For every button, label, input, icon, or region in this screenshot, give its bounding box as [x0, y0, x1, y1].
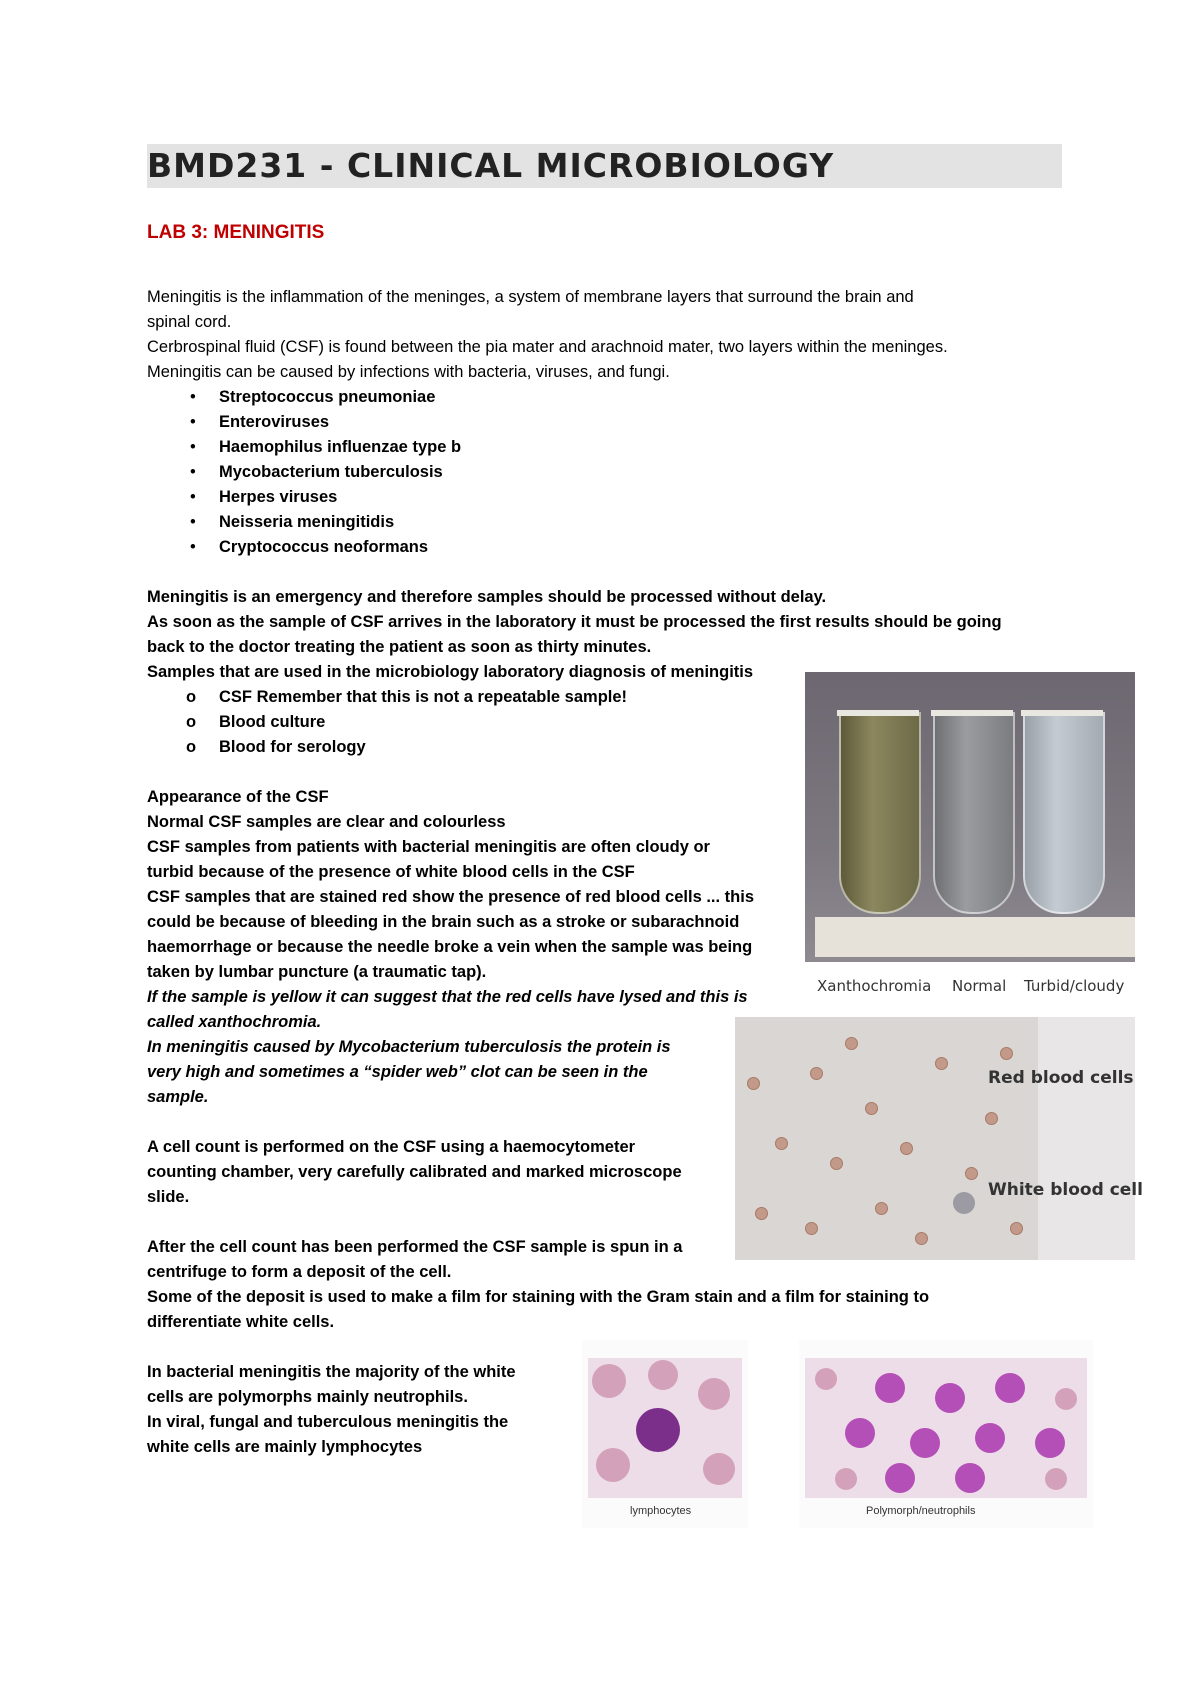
document-title: BMD231 - CLINICAL MICROBIOLOGY: [147, 146, 835, 185]
list-item: Streptococcus pneumoniae: [219, 388, 436, 406]
cell-count-line: Some of the deposit is used to make a film for staining with the Gram stain and a film for staining to: [147, 1288, 930, 1306]
appearance-italic-line: sample.: [147, 1088, 209, 1106]
red-blood-cell: [935, 1057, 948, 1070]
turbid-tube: [1023, 712, 1105, 914]
cell-count-line: A cell count is performed on the CSF using a haemocytometer: [147, 1138, 636, 1156]
intro-line-3: Cerbrospinal fluid (CSF) is found between the pia mater and arachnoid mater, two layers within the meninges.: [147, 338, 948, 356]
red-blood-cell: [1000, 1047, 1013, 1060]
appearance-italic-line: If the sample is yellow it can suggest that the red cells have lysed and this is: [147, 988, 748, 1006]
red-blood-cell: [875, 1202, 888, 1215]
neutrophil: [885, 1463, 915, 1493]
neutrophil: [910, 1428, 940, 1458]
red-cell: [1045, 1468, 1067, 1490]
red-cell: [698, 1378, 730, 1410]
tube-rim: [931, 710, 1013, 716]
red-blood-cell: [915, 1232, 928, 1245]
red-cell: [815, 1368, 837, 1390]
list-item: Neisseria meningitidis: [219, 513, 395, 531]
red-cell: [596, 1448, 630, 1482]
lab-heading: LAB 3: MENINGITIS: [147, 222, 325, 243]
cell-count-line: slide.: [147, 1188, 190, 1206]
csf-tubes-photo: [805, 672, 1135, 962]
emergency-line-1: Meningitis is an emergency and therefore samples should be processed without delay.: [147, 588, 827, 606]
red-blood-cell: [747, 1077, 760, 1090]
list-item: Cryptococcus neoformans: [219, 538, 429, 556]
red-cell: [1055, 1388, 1077, 1410]
cell-count-line: After the cell count has been performed the CSF sample is spun in a: [147, 1238, 683, 1256]
red-cell: [648, 1360, 678, 1390]
lymphocytes-photo: [582, 1340, 748, 1528]
emergency-line-2: As soon as the sample of CSF arrives in the laboratory it must be processed the first results should be going: [147, 613, 1002, 631]
list-item: Enteroviruses: [219, 413, 330, 431]
red-blood-cell: [900, 1142, 913, 1155]
neutrophil: [955, 1463, 985, 1493]
red-cell: [703, 1453, 735, 1485]
red-blood-cells-label: Red blood cells: [988, 1068, 1134, 1088]
intro-line-2: spinal cord.: [147, 313, 232, 331]
tube-caption-xanthochromia: Xanthochromia: [817, 977, 932, 995]
lymphocytes-caption: lymphocytes: [630, 1505, 692, 1517]
red-blood-cell: [830, 1157, 843, 1170]
white-blood-cell-label: White blood cell: [988, 1180, 1143, 1200]
bullet: •: [190, 388, 196, 406]
red-cell: [835, 1468, 857, 1490]
list-item: Blood culture: [219, 713, 326, 731]
bullet: •: [190, 488, 196, 506]
red-blood-cell: [775, 1137, 788, 1150]
intro-line-1: Meningitis is the inflammation of the meninges, a system of membrane layers that surround the brain and: [147, 288, 914, 306]
appearance-italic-line: called xanthochromia.: [147, 1013, 322, 1031]
sub-bullet: o: [186, 738, 197, 756]
sub-bullet: o: [186, 688, 197, 706]
lymphocyte: [636, 1408, 680, 1452]
appearance-line: CSF samples that are stained red show the presence of red blood cells ... this: [147, 888, 754, 906]
appearance-line: haemorrhage or because the needle broke a vein when the sample was being: [147, 938, 753, 956]
cell-count-line: counting chamber, very carefully calibrated and marked microscope: [147, 1163, 682, 1181]
neutrophil: [995, 1373, 1025, 1403]
appearance-italic-line: very high and sometimes a “spider web” clot can be seen in the: [147, 1063, 648, 1081]
appearance-line: taken by lumbar puncture (a traumatic tap).: [147, 963, 487, 981]
bullet: •: [190, 463, 196, 481]
tube-rim: [837, 710, 919, 716]
emergency-line-3: back to the doctor treating the patient as soon as thirty minutes.: [147, 638, 652, 656]
emergency-line-4: Samples that are used in the microbiology laboratory diagnosis of meningitis: [147, 663, 754, 681]
neutrophil: [975, 1423, 1005, 1453]
xanthochromia-tube: [839, 712, 921, 914]
cell-count-line: centrifuge to form a deposit of the cell.: [147, 1263, 452, 1281]
list-item: Mycobacterium tuberculosis: [219, 463, 443, 481]
cell-count-line: differentiate white cells.: [147, 1313, 335, 1331]
bullet: •: [190, 538, 196, 556]
lymphocyte-smear: [588, 1358, 742, 1498]
appearance-line: could be because of bleeding in the brain such as a stroke or subarachnoid: [147, 913, 740, 931]
red-blood-cell: [805, 1222, 818, 1235]
tube-caption-normal: Normal: [952, 977, 1007, 995]
appearance-italic-line: In meningitis caused by Mycobacterium tuberculosis the protein is: [147, 1038, 671, 1056]
red-blood-cell: [1010, 1222, 1023, 1235]
white-cells-line: In viral, fungal and tuberculous meningitis the: [147, 1413, 509, 1431]
list-item: Haemophilus influenzae type b: [219, 438, 462, 456]
appearance-line: CSF samples from patients with bacterial meningitis are often cloudy or: [147, 838, 710, 856]
tube-rack: [815, 917, 1135, 957]
normal-tube: [933, 712, 1015, 914]
white-cells-line: In bacterial meningitis the majority of the white: [147, 1363, 516, 1381]
neutrophil: [935, 1383, 965, 1413]
list-item: Herpes viruses: [219, 488, 338, 506]
red-blood-cell: [845, 1037, 858, 1050]
neutrophil: [845, 1418, 875, 1448]
appearance-line: Normal CSF samples are clear and colourless: [147, 813, 506, 831]
red-blood-cell: [865, 1102, 878, 1115]
neutrophil: [875, 1373, 905, 1403]
list-item: CSF Remember that this is not a repeatable sample!: [219, 688, 628, 706]
appearance-heading: Appearance of the CSF: [147, 788, 329, 806]
neutrophils-caption: Polymorph/neutrophils: [866, 1505, 976, 1517]
tube-rim: [1021, 710, 1103, 716]
bullet: •: [190, 413, 196, 431]
white-blood-cell: [953, 1192, 975, 1214]
neutrophil-smear: [805, 1358, 1087, 1498]
red-cell: [592, 1364, 626, 1398]
neutrophils-photo: [799, 1340, 1093, 1528]
intro-line-4: Meningitis can be caused by infections with bacteria, viruses, and fungi.: [147, 363, 670, 381]
red-blood-cell: [965, 1167, 978, 1180]
red-blood-cell: [985, 1112, 998, 1125]
bullet: •: [190, 513, 196, 531]
sub-bullet: o: [186, 713, 197, 731]
tube-caption-turbid: Turbid/cloudy: [1024, 977, 1125, 995]
appearance-line: turbid because of the presence of white blood cells in the CSF: [147, 863, 635, 881]
red-blood-cell: [755, 1207, 768, 1220]
red-blood-cell: [810, 1067, 823, 1080]
list-item: Blood for serology: [219, 738, 366, 756]
bullet: •: [190, 438, 196, 456]
white-cells-line: white cells are mainly lymphocytes: [147, 1438, 423, 1456]
microscope-field: [735, 1017, 1038, 1260]
neutrophil: [1035, 1428, 1065, 1458]
haemocytometer-photo: [735, 1017, 1135, 1260]
white-cells-line: cells are polymorphs mainly neutrophils.: [147, 1388, 468, 1406]
